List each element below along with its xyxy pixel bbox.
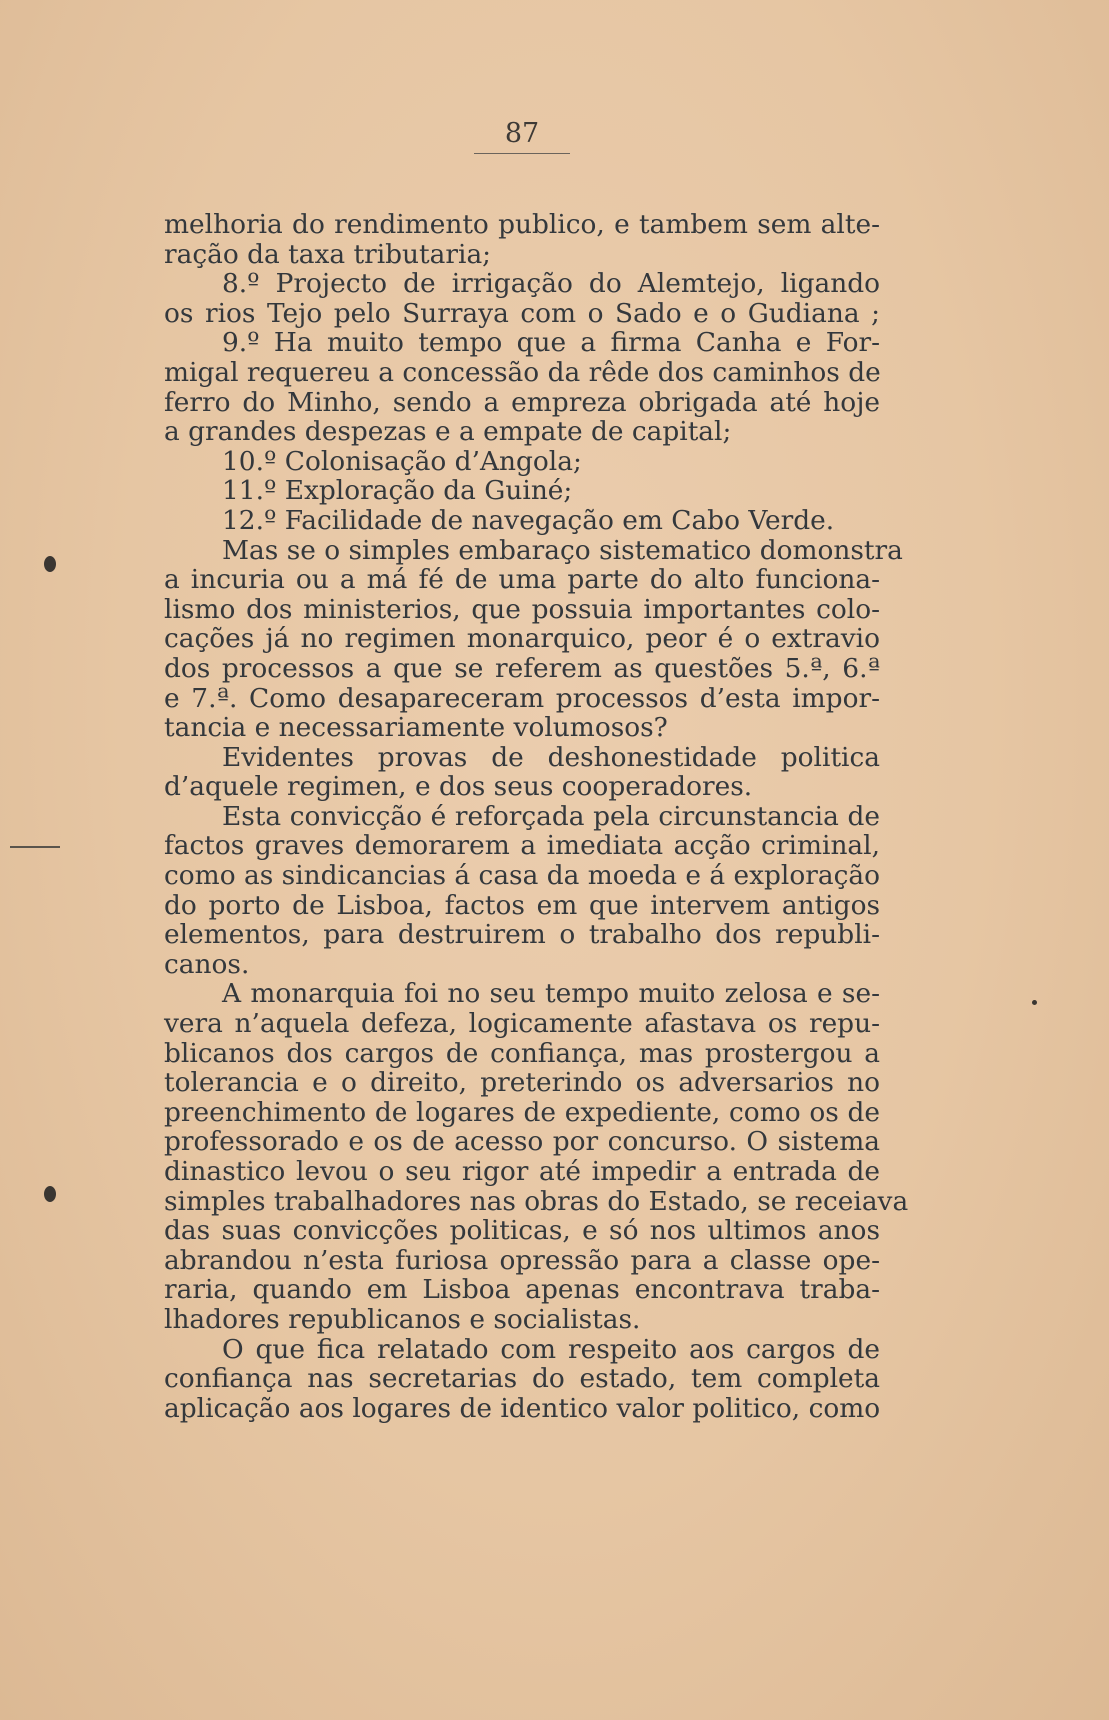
text-line: vera n’aquela defeza, logicamente afastava os repu- xyxy=(164,1008,880,1040)
text-line: migal requereu a concessão da rêde dos caminhos de xyxy=(164,356,881,388)
text-line: ferro do Minho, sendo a empreza obrigada até hoje xyxy=(164,386,880,418)
text-line: ração da taxa tributaria; xyxy=(164,238,492,270)
text-line: preenchimento de logares de expediente, como os de xyxy=(164,1096,880,1128)
text-line: 8.º Projecto de irrigação do Alemtejo, ligando xyxy=(222,268,880,300)
ink-dot-mark xyxy=(1032,1000,1037,1005)
text-line: professorado e os de acesso por concurso. O sistema xyxy=(164,1126,880,1158)
page-number: 87 xyxy=(474,120,570,154)
text-line: factos graves demorarem a imediata acção criminal, xyxy=(164,830,880,862)
text-line: simples trabalhadores nas obras do Estado, se receiava xyxy=(164,1185,909,1217)
text-line: melhoria do rendimento publico, e tambem sem alte- xyxy=(164,209,880,240)
text-line: canos. xyxy=(164,948,250,980)
body-text xyxy=(164,209,909,1424)
text-line: dos processos a que se referem as questões 5.ª, 6.ª xyxy=(164,652,880,684)
text-line: lismo dos ministerios, que possuia importantes colo- xyxy=(164,593,880,625)
text-line: blicanos dos cargos de confiança, mas prostergou a xyxy=(164,1037,880,1069)
text-line: Esta convicção é reforçada pela circunstancia de xyxy=(222,800,880,832)
ink-spot-mark xyxy=(44,1186,56,1202)
text-line: O que fica relatado com respeito aos cargos de xyxy=(222,1333,880,1365)
text-line: aplicação aos logares de identico valor politico, como xyxy=(164,1392,881,1424)
text-line: cações já no regimen monarquico, peor é o extravio xyxy=(164,623,880,655)
text-line: a grandes despezas e a empate de capital; xyxy=(164,416,732,448)
text-line: como as sindicancias á casa da moeda e á exploração xyxy=(164,860,880,892)
text-line: confiança nas secretarias do estado, tem completa xyxy=(164,1363,880,1395)
text-line: abrandou n’esta furiosa opressão para a classe ope- xyxy=(164,1244,880,1276)
text-line: tancia e necessariamente volumosos? xyxy=(164,712,668,744)
text-line: A monarquia foi no seu tempo muito zelosa e se- xyxy=(222,978,880,1010)
text-line: dinastico levou o seu rigor até impedir a entrada de xyxy=(164,1156,880,1187)
text-line: 11.º Exploração da Guiné; xyxy=(222,475,573,507)
ink-spot-mark xyxy=(44,556,56,572)
text-line: 12.º Facilidade de navegação em Cabo Verde. xyxy=(222,504,835,536)
text-line: Evidentes provas de deshonestidade politica xyxy=(222,741,880,773)
text-line: Mas se o simples embaraço sistematico domonstra xyxy=(222,534,903,566)
text-line: raria, quando em Lisboa apenas encontrava traba- xyxy=(164,1274,880,1306)
text-line: lhadores republicanos e socialistas. xyxy=(164,1303,641,1335)
text-line: e 7.ª. Como desapareceram processos d’esta impor- xyxy=(164,682,880,714)
text-line: elementos, para destruirem o trabalho dos republi- xyxy=(164,919,880,951)
text-line: 10.º Colonisação d’Angola; xyxy=(222,445,582,477)
text-line: das suas convicções politicas, e só nos ultimos anos xyxy=(164,1215,880,1247)
margin-line-mark xyxy=(10,846,60,848)
text-line: a incuria ou a má fé de uma parte do alto funciona- xyxy=(164,564,880,596)
text-line: 9.º Ha muito tempo que a firma Canha e For- xyxy=(222,327,880,359)
text-line: d’aquele regimen, e dos seus cooperadores. xyxy=(164,771,753,803)
text-line: tolerancia e o direito, preterindo os adversarios no xyxy=(164,1067,880,1099)
text-line: do porto de Lisboa, factos em que intervem antigos xyxy=(164,889,880,921)
text-line: os rios Tejo pelo Surraya com o Sado e o Gudiana ; xyxy=(164,297,880,329)
